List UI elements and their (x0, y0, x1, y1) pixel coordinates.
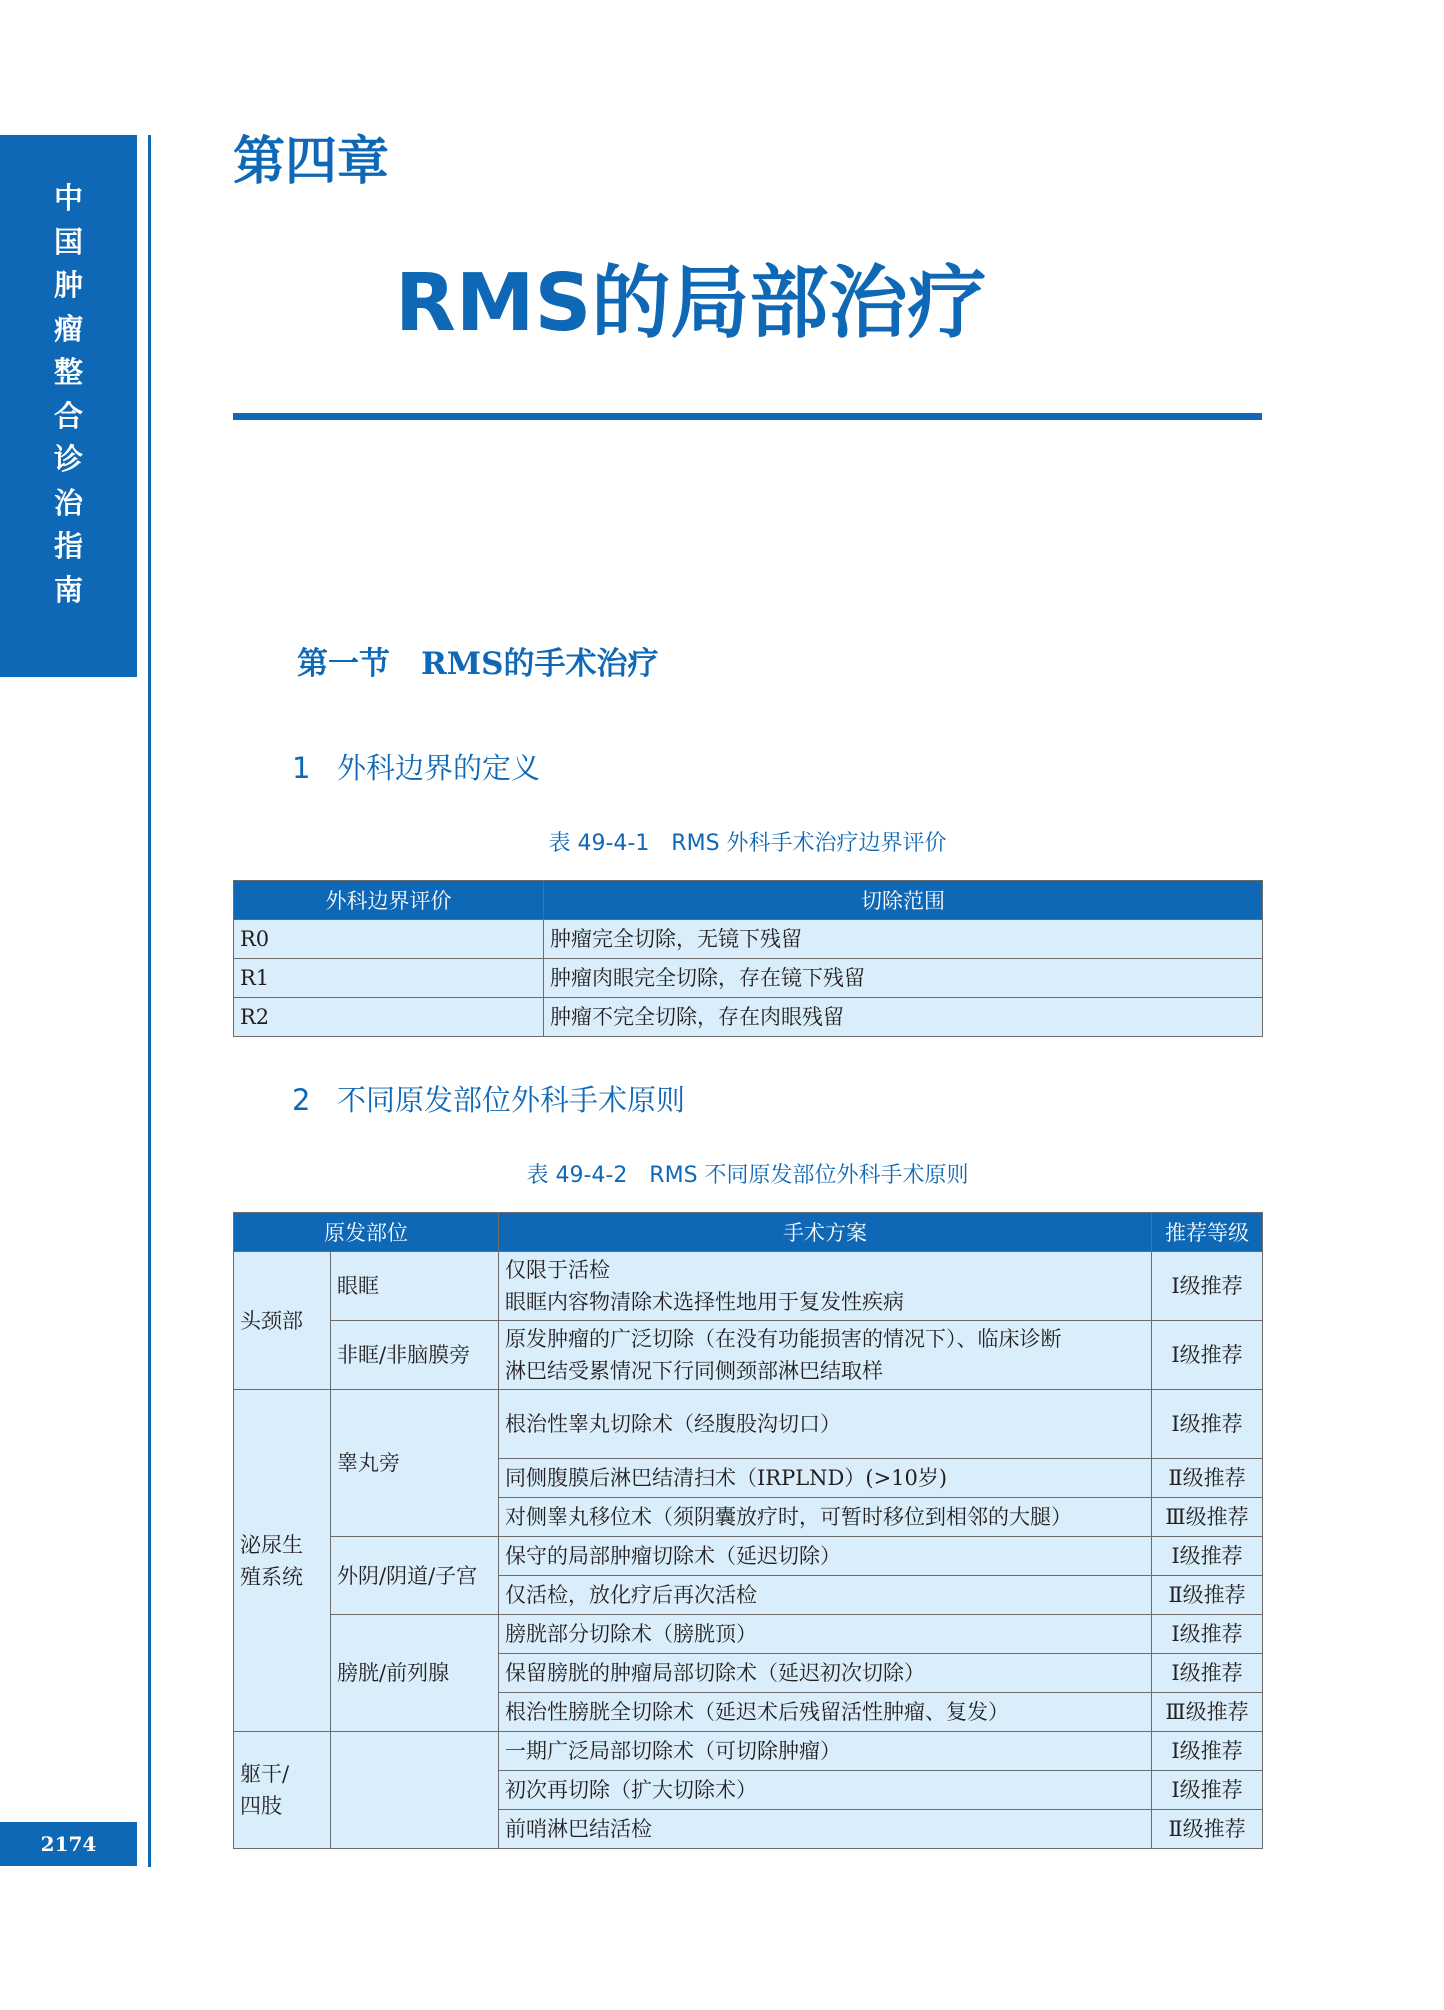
table-row (234, 1537, 1263, 1576)
side-tab-char: 诊 (53, 442, 83, 476)
table-row (234, 920, 1263, 959)
side-tab-char: 瘤 (53, 311, 83, 346)
site-cell: 外阴/阴道/子宫 (331, 1537, 499, 1615)
page-number: 2174 (40, 1832, 97, 1856)
plan-line: 保守的局部肿瘤切除术（延迟切除） (505, 1544, 841, 1568)
table-row (234, 1615, 1263, 1654)
subsection-heading-1 (292, 747, 892, 790)
side-tab-char: 整 (53, 355, 83, 389)
side-tab-char: 治 (53, 485, 83, 520)
plan-cell (499, 1810, 1152, 1849)
side-tab-char: 国 (53, 224, 83, 259)
side-tab-char: 中 (53, 181, 83, 215)
region-label: 躯干/ 四肢 (240, 1762, 290, 1818)
table-row (234, 1390, 1263, 1459)
plan-line: 原发肿瘤的广泛切除（在没有功能损害的情况下）、临床诊断 (505, 1327, 1062, 1351)
region-label: 头颈部 (240, 1308, 303, 1333)
site-cell: 非眶/非脑膜旁 (331, 1321, 499, 1390)
region-label: 泌尿生 殖系统 (240, 1532, 303, 1589)
plan-cell (499, 1693, 1152, 1732)
recommendation-cell: Ⅰ级推荐 (1152, 1615, 1263, 1654)
region-cell (234, 1252, 331, 1390)
plan-line: 仅活检，放化疗后再次活检 (505, 1583, 757, 1607)
plan-line: 同侧腹膜后淋巴结清扫术（IRPLND）(>10岁) (505, 1466, 948, 1490)
site-cell (331, 1732, 499, 1849)
plan-line: 对侧睾丸移位术（须阴囊放疗时，可暂时移位到相邻的大腿） (505, 1505, 1072, 1529)
table2-header-grade: 推荐等级 (1152, 1213, 1263, 1252)
title-rule (233, 413, 1262, 420)
plan-line: 根治性睾丸切除术（经腹股沟切口） (505, 1412, 841, 1436)
plan-line: 仅限于活检 (505, 1258, 610, 1282)
margin-evaluation-table (233, 880, 1263, 1037)
plan-line: 膀胱部分切除术（膀胱顶） (505, 1622, 757, 1646)
resection-scope-cell: 肿瘤肉眼完全切除，存在镜下残留 (544, 959, 1263, 998)
plan-cell (499, 1390, 1152, 1459)
side-tab-char: 南 (53, 572, 83, 607)
recommendation-cell: Ⅱ级推荐 (1152, 1576, 1263, 1615)
plan-line: 淋巴结受累情况下行同侧颈部淋巴结取样 (505, 1359, 883, 1383)
plan-cell (499, 1654, 1152, 1693)
subsection-title: 外科边界的定义 (337, 751, 541, 785)
margin-rule (148, 135, 151, 1867)
page-number-box (0, 1822, 137, 1866)
recommendation-cell: Ⅰ级推荐 (1152, 1732, 1263, 1771)
plan-cell (499, 1498, 1152, 1537)
plan-line: 初次再切除（扩大切除术） (505, 1778, 757, 1802)
table-row (234, 1321, 1263, 1390)
plan-line: 根治性膀胱全切除术（延迟术后残留活性肿瘤、复发） (505, 1700, 1009, 1724)
recommendation-cell: Ⅰ级推荐 (1152, 1252, 1263, 1321)
table2-caption: 表 49-4-2 RMS 不同原发部位外科手术原则 (526, 1163, 969, 1188)
table1-header-grade: 外科边界评价 (234, 881, 544, 920)
plan-line: 前哨淋巴结活检 (505, 1817, 652, 1841)
recommendation-cell: Ⅰ级推荐 (1152, 1771, 1263, 1810)
side-tab-char: 指 (53, 529, 83, 563)
recommendation-cell: Ⅱ级推荐 (1152, 1810, 1263, 1849)
plan-cell (499, 1771, 1152, 1810)
subsection-number: 1 (292, 751, 311, 785)
plan-line: 一期广泛局部切除术（可切除肿瘤） (505, 1739, 841, 1763)
side-tab-char: 合 (53, 398, 83, 433)
recommendation-cell: Ⅰ级推荐 (1152, 1654, 1263, 1693)
region-cell (234, 1390, 331, 1732)
chapter-label: 第四章 (233, 131, 390, 192)
recommendation-cell: Ⅰ级推荐 (1152, 1537, 1263, 1576)
table2-header-plan: 手术方案 (499, 1213, 1152, 1252)
table1-caption: 表 49-4-1 RMS 外科手术治疗边界评价 (548, 831, 947, 856)
plan-cell (499, 1615, 1152, 1654)
site-cell: 膀胱/前列腺 (331, 1615, 499, 1732)
margin-grade-cell: R0 (234, 920, 544, 959)
plan-cell (499, 1252, 1152, 1321)
subsection-heading-2 (292, 1079, 892, 1122)
site-cell: 睾丸旁 (331, 1390, 499, 1537)
plan-line: 眼眶内容物清除术选择性地用于复发性疾病 (505, 1290, 904, 1314)
resection-scope-cell: 肿瘤完全切除，无镜下残留 (544, 920, 1263, 959)
plan-cell (499, 1459, 1152, 1498)
table-row (234, 998, 1263, 1037)
plan-cell (499, 1321, 1152, 1390)
table1-header-scope: 切除范围 (544, 881, 1263, 920)
plan-cell (499, 1537, 1152, 1576)
table-row (234, 1732, 1263, 1771)
table-row (234, 1252, 1263, 1321)
plan-line: 保留膀胱的肿瘤局部切除术（延迟初次切除） (505, 1661, 925, 1685)
table-row (234, 959, 1263, 998)
recommendation-cell: Ⅰ级推荐 (1152, 1321, 1263, 1390)
margin-grade-cell: R1 (234, 959, 544, 998)
side-tab-char: 肿 (53, 268, 83, 302)
chapter-title: RMS的局部治疗 (395, 257, 987, 349)
region-cell (234, 1732, 331, 1849)
recommendation-cell: Ⅱ级推荐 (1152, 1459, 1263, 1498)
subsection-title: 不同原发部位外科手术原则 (337, 1083, 686, 1117)
section-heading: 第一节 RMS的手术治疗 (297, 646, 659, 682)
plan-cell (499, 1732, 1152, 1771)
surgical-principles-table (233, 1212, 1263, 1849)
resection-scope-cell: 肿瘤不完全切除，存在肉眼残留 (544, 998, 1263, 1037)
table2-header-site: 原发部位 (234, 1213, 499, 1252)
recommendation-cell: Ⅲ级推荐 (1152, 1498, 1263, 1537)
recommendation-cell: Ⅰ级推荐 (1152, 1390, 1263, 1459)
plan-cell (499, 1576, 1152, 1615)
side-tab-title (0, 177, 137, 612)
recommendation-cell: Ⅲ级推荐 (1152, 1693, 1263, 1732)
site-cell: 眼眶 (331, 1252, 499, 1321)
margin-grade-cell: R2 (234, 998, 544, 1037)
subsection-number: 2 (292, 1083, 311, 1117)
